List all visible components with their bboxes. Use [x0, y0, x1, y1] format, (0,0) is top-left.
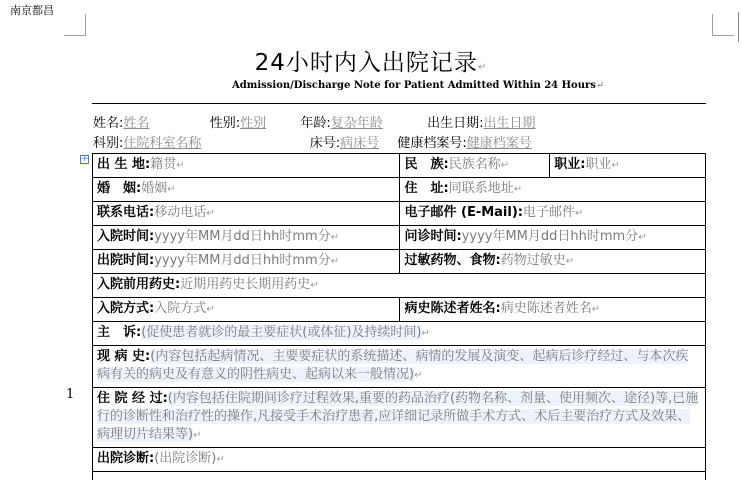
- empty-cell[interactable]: [93, 472, 706, 480]
- page-edge: [738, 12, 742, 42]
- name-field[interactable]: 姓名: [123, 116, 150, 131]
- phone-cell[interactable]: 联系电话:移动电话↵: [93, 202, 400, 226]
- title-rule: [92, 103, 706, 104]
- discharge-diagnosis-cell[interactable]: 出院诊断:(出院诊断)↵: [93, 448, 706, 472]
- table-row: [93, 226, 706, 250]
- bed-field[interactable]: 病床号: [340, 136, 380, 151]
- admit-time-cell[interactable]: 入院时间:yyyy年MM月dd日hh时mm分↵: [93, 226, 400, 250]
- narrator-cell[interactable]: 病史陈述者姓名:病史陈述者姓名↵: [400, 298, 706, 322]
- hospital-course-cell[interactable]: 住 院 经 过:(内容包括住院期间诊疗过程效果,重要的药品治疗(药物名称、剂量、使用频次、途径)等,已施行的诊断性和治疗性的操作,凡接受手术治疗患者,应详细记录所做手术方式、术后主要治疗方式及效果、病理切片结果等)↵: [93, 388, 706, 448]
- occupation-cell[interactable]: 职业:职业↵: [550, 154, 706, 178]
- chief-complaint-cell[interactable]: 主 诉:(促使患者就诊的最主要症状(或体征)及持续时间)↵: [93, 322, 706, 346]
- address-cell[interactable]: 住 址:同联系地址↵: [400, 178, 706, 202]
- ethnicity-cell[interactable]: 民 族:民族名称↵: [400, 154, 550, 178]
- table-row: [93, 472, 706, 480]
- table-row: [93, 298, 706, 322]
- document-title[interactable]: 24小时内入出院记录↵: [254, 50, 488, 76]
- age-field[interactable]: 复杂年龄: [330, 116, 383, 131]
- discharge-time-cell[interactable]: 出院时间:yyyy年MM月dd日hh时mm分↵: [93, 250, 400, 274]
- table-move-handle-icon[interactable]: +: [81, 154, 89, 164]
- table-row: [93, 202, 706, 226]
- premed-cell[interactable]: 入院前用药史:近期用药史长期用药史↵: [93, 274, 706, 298]
- email-cell[interactable]: 电子邮件 (E-Mail):电子邮件↵: [400, 202, 706, 226]
- document-subtitle[interactable]: Admission/Discharge Note for Patient Admitted Within 24 Hours↵: [232, 80, 605, 91]
- birthplace-cell[interactable]: 出 生 地:籍贯↵: [93, 154, 400, 178]
- record-form-table: [92, 153, 706, 480]
- table-row: [93, 250, 706, 274]
- table-row: [93, 178, 706, 202]
- department-field[interactable]: 住院科室名称: [123, 136, 202, 151]
- table-row: [93, 346, 706, 388]
- hospital-name: 南京都昌: [10, 4, 54, 17]
- gender-field[interactable]: 性别: [240, 116, 267, 131]
- margin-corner-left: [64, 14, 86, 36]
- record-number-field[interactable]: 健康档案号: [466, 136, 532, 151]
- allergy-cell[interactable]: 过敏药物、食物:药物过敏史↵: [400, 250, 706, 274]
- table-row: [93, 388, 706, 448]
- table-row: [93, 322, 706, 346]
- marital-cell[interactable]: 婚 姻:婚姻↵: [93, 178, 400, 202]
- dob-field[interactable]: 出生日期: [483, 116, 536, 131]
- present-illness-cell[interactable]: 现 病 史:(内容包括起病情况、主要要症状的系统描述、病情的发展及演变、起病后诊疗经过、与本次疾病有关的病史及有意义的阴性病史、起病以来一般情况)↵: [93, 346, 706, 388]
- admit-mode-cell[interactable]: 入院方式:入院方式↵: [93, 298, 400, 322]
- consult-time-cell[interactable]: 问诊时间:yyyy年MM月dd日hh时mm分↵: [400, 226, 706, 250]
- line-number: 1: [66, 387, 75, 402]
- table-row: [93, 274, 706, 298]
- margin-corner-right: [712, 14, 734, 36]
- table-row: [93, 448, 706, 472]
- header-line-1: 姓名:姓名 性别:性别 年龄:复杂年龄 出生日期:出生日期: [93, 116, 536, 131]
- table-row: [93, 154, 706, 178]
- header-line-2: 科别:住院科室名称 床号:病床号 健康档案号:健康档案号: [93, 136, 532, 151]
